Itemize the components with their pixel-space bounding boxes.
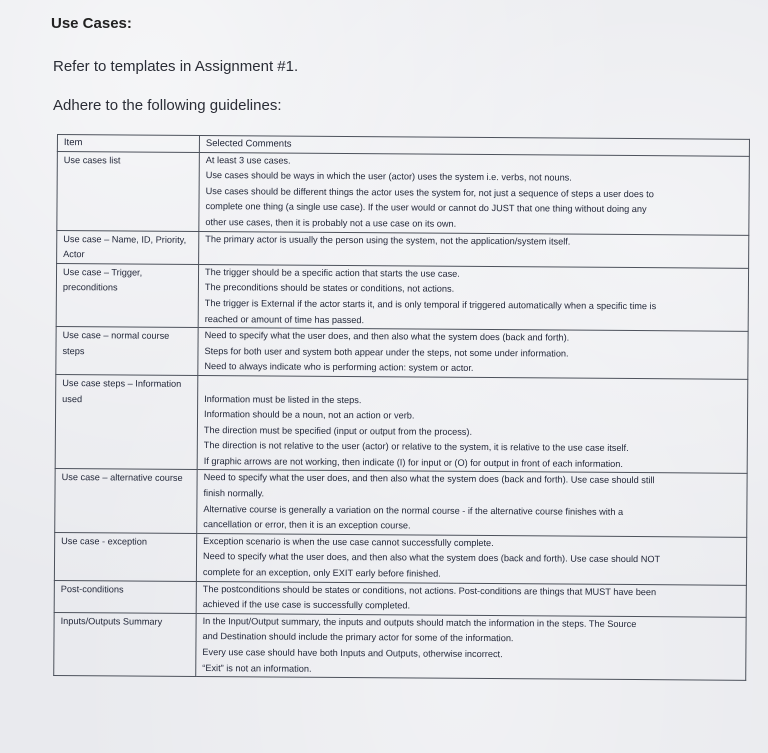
row-item-cell bbox=[55, 374, 198, 470]
table-row bbox=[55, 374, 748, 473]
comment-line: If graphic arrows are not working, then indicate (I) for input or (O) for output in front of each information. bbox=[203, 455, 624, 469]
row-item-label: Use case - exception bbox=[61, 535, 147, 547]
row-comments-cell bbox=[196, 581, 746, 617]
row-item-cell bbox=[56, 327, 198, 376]
row-item-cell bbox=[57, 230, 199, 264]
comment-line: Use cases should be different things the actor uses the system for, not just a sequence of steps a user does to bbox=[205, 185, 654, 199]
row-item-cell bbox=[55, 469, 197, 533]
comment-line: Information should be a noun, not an action or verb. bbox=[204, 409, 415, 421]
row-item-label: Use cases list bbox=[63, 154, 121, 166]
comment-line: The trigger is External if the actor starts it, and is only temporal if triggered automatically when a specific time is bbox=[204, 297, 657, 312]
comment-line: Need to specify what the user does, and then also what the system does (back and forth). Use case should still bbox=[203, 472, 655, 486]
row-item-label: Post-conditions bbox=[60, 583, 124, 595]
row-comments-cell bbox=[197, 375, 748, 473]
guidelines-table bbox=[53, 134, 750, 681]
comment-line: In the Input/Output summary, the inputs and outputs should match the information in the steps. The Source bbox=[202, 615, 637, 629]
table-row bbox=[56, 327, 748, 380]
row-comments-cell bbox=[198, 328, 748, 380]
row-comments-cell bbox=[198, 264, 748, 331]
comment-line: “Exit” is not an information. bbox=[202, 662, 312, 674]
comment-line: Exception scenario is when the use case cannot successfully complete. bbox=[203, 535, 494, 548]
row-comments-cell bbox=[199, 152, 750, 235]
table-row bbox=[55, 469, 747, 537]
row-item-label: Use case – Name, ID, Priority, Actor bbox=[63, 233, 187, 260]
comment-line: The preconditions should be states or conditions, not actions. bbox=[204, 282, 455, 295]
table-row bbox=[57, 151, 750, 235]
comment-line: Use cases should be ways in which the user (actor) uses the system i.e. verbs, not nouns. bbox=[205, 170, 572, 183]
comment-line: The primary actor is usually the person using the system, not the application/system itself. bbox=[205, 233, 571, 247]
row-item-label: Use case – alternative course bbox=[61, 472, 183, 484]
intro-text: Refer to templates in Assignment #1. bbox=[53, 58, 299, 75]
comment-line: Information must be listed in the steps. bbox=[204, 393, 362, 405]
row-item-label: Use case – normal course steps bbox=[62, 330, 170, 356]
row-comments-cell bbox=[197, 470, 747, 537]
row-item-label: Use case steps – Information used bbox=[62, 377, 182, 404]
row-comments-cell bbox=[199, 231, 749, 268]
comment-line: and Destination should include the primary actor for some of the information. bbox=[202, 631, 514, 644]
table-row bbox=[54, 532, 746, 585]
table-row bbox=[57, 230, 749, 268]
row-item-cell bbox=[57, 151, 200, 231]
table-row bbox=[54, 612, 746, 680]
comment-line: complete one thing (a single use case). If the user would or cannot do JUST that one thing without doing any bbox=[205, 201, 647, 215]
header-comments: Selected Comments bbox=[199, 135, 749, 155]
table-body bbox=[54, 151, 750, 680]
comment-line: Steps for both user and system both appear under the steps, not some under information. bbox=[204, 345, 569, 359]
row-item-cell bbox=[54, 532, 196, 581]
row-item-cell bbox=[54, 612, 196, 676]
guidelines-table-wrapper bbox=[53, 134, 749, 681]
row-item-label: Inputs/Outputs Summary bbox=[60, 615, 163, 627]
comment-line: The postconditions should be states or conditions, not actions. Post-conditions are things that MUST have been bbox=[202, 583, 657, 597]
table-row bbox=[54, 580, 746, 617]
comment-line: The trigger should be a specific action that starts the use case. bbox=[205, 266, 460, 279]
comment-line: Every use case should have both Inputs and Outputs, otherwise incorrect. bbox=[202, 647, 503, 660]
comment-line: Need to specify what the user does, and then also what the system does (back and forth). Use case should NOT bbox=[203, 551, 661, 565]
comment-line: reached or amount of time has passed. bbox=[204, 313, 365, 325]
comment-line: finish normally. bbox=[203, 488, 265, 499]
header-item: Item bbox=[57, 135, 199, 153]
comment-line: Alternative course is generally a variation on the normal course - if the alternative course finishes with a bbox=[203, 503, 624, 517]
comment-line: achieved if the use case is successfully completed. bbox=[202, 599, 411, 611]
row-item-cell bbox=[54, 580, 196, 613]
comment-line: At least 3 use cases. bbox=[205, 154, 291, 166]
row-comments-cell bbox=[196, 613, 746, 680]
comment-line: Need to specify what the user does, and then also what the system does (back and forth). bbox=[204, 330, 570, 343]
comment-line: other use cases, then it is probably not a use case on its own. bbox=[205, 217, 457, 229]
page-title: Use Cases: bbox=[51, 15, 132, 32]
comment-line: complete for an exception, only EXIT early before finished. bbox=[202, 567, 441, 579]
row-item-label: Use case – Trigger, preconditions bbox=[62, 266, 143, 293]
comment-line: The direction is not relative to the user (actor) or relative to the system, it is relative to the use case itself. bbox=[203, 440, 629, 454]
comment-line: Need to always indicate who is performing action: system or actor. bbox=[204, 361, 474, 374]
row-comments-cell bbox=[196, 533, 746, 585]
guidelines-heading: Adhere to the following guidelines: bbox=[53, 97, 282, 114]
table-row bbox=[56, 263, 748, 331]
comment-line: cancellation or error, then it is an exception course. bbox=[203, 519, 411, 531]
comment-line: The direction must be specified (input or output from the process). bbox=[203, 424, 473, 437]
row-item-cell bbox=[56, 263, 198, 327]
